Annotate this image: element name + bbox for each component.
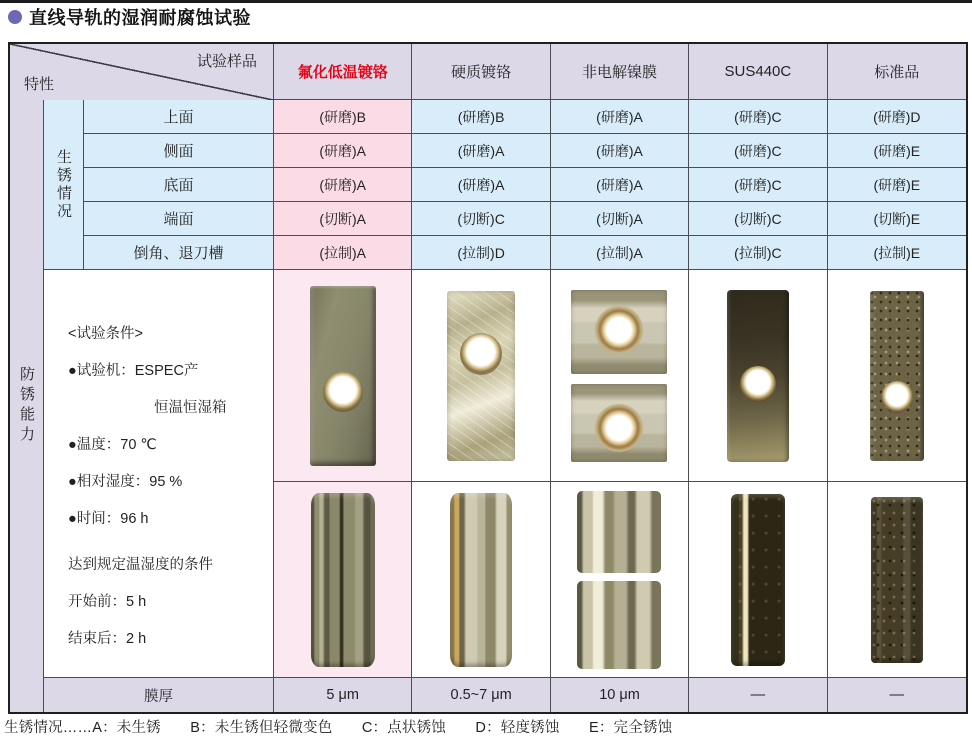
- row-label-end-face: 端面: [84, 202, 274, 236]
- rust-grade-legend: 生锈情况……A：未生锈 B：未生锈但轻微变色 C：点状锈蚀 D：轻度锈蚀 E：完全锈蚀: [4, 720, 673, 736]
- rust-value: (切断)A: [274, 202, 412, 236]
- page-title-bar: [0, 0, 972, 28]
- rust-value: (研磨)A: [551, 100, 689, 134]
- bullet-icon: [8, 10, 22, 24]
- specimen-plate-photo: [571, 384, 667, 462]
- row-label-top-face: 上面: [84, 100, 274, 134]
- rust-value: (研磨)A: [274, 134, 412, 168]
- specimen-rail-photo: [311, 493, 375, 667]
- column-header-electroless-nickel: 非电解镍膜: [551, 44, 689, 100]
- photo-cell-fluoride-plate: [274, 270, 412, 482]
- row-label-side-face: 侧面: [84, 134, 274, 168]
- rust-value: (切断)E: [828, 202, 966, 236]
- conditions-heading: <试验条件>: [68, 326, 143, 342]
- photo-cell-standard-rail: [828, 482, 966, 678]
- rust-value: (拉制)E: [828, 236, 966, 270]
- conditions-after: 结束后：2 h: [68, 631, 147, 647]
- rust-value: (研磨)E: [828, 168, 966, 202]
- row-label-bottom-face: 底面: [84, 168, 274, 202]
- column-header-hard-chrome: 硬质镀铬: [412, 44, 550, 100]
- photo-cell-hard-chrome-rail: [412, 482, 550, 678]
- corrosion-test-table: [8, 42, 968, 714]
- specimen-plate-photo: [571, 290, 667, 374]
- rust-value: (研磨)B: [274, 100, 412, 134]
- specimen-rail-photo: [577, 581, 661, 669]
- hole-detail: [740, 366, 776, 402]
- photo-cell-fluoride-rail: [274, 482, 412, 678]
- conditions-machine-2: 恒温恒湿箱: [154, 400, 227, 416]
- specimen-plate-photo: [447, 291, 515, 461]
- test-conditions-cell: [44, 270, 274, 678]
- column-header-fluoride-chrome: 氟化低温镀铬: [274, 44, 412, 100]
- rust-value: (研磨)A: [551, 168, 689, 202]
- conditions-time: ●时间：96 h: [68, 511, 149, 527]
- row-label-chamfer-groove: 倒角、退刀槽: [84, 236, 274, 270]
- column-header-standard: 标准品: [828, 44, 966, 100]
- rust-value: (研磨)D: [828, 100, 966, 134]
- rust-value: (研磨)B: [412, 100, 550, 134]
- specimen-plate-photo: [727, 290, 789, 462]
- conditions-humidity: ●相对湿度：95 %: [68, 474, 183, 490]
- film-thickness-value: —: [828, 678, 966, 712]
- rust-value: (切断)C: [689, 202, 827, 236]
- rust-value: (研磨)A: [412, 134, 550, 168]
- film-thickness-value: 10 μm: [551, 678, 689, 712]
- rust-value: (切断)A: [551, 202, 689, 236]
- group-label-rust-condition: 生锈情况: [44, 100, 84, 270]
- rust-value: (研磨)E: [828, 134, 966, 168]
- hole-detail: [595, 404, 643, 452]
- specimen-rail-pair: [577, 491, 661, 669]
- hole-detail: [595, 306, 643, 354]
- film-thickness-value: —: [689, 678, 827, 712]
- specimen-rail-photo: [731, 494, 785, 666]
- photo-cell-nickel-plate: [551, 270, 689, 482]
- specimen-plate-photo: [310, 286, 376, 466]
- rust-value: (拉制)C: [689, 236, 827, 270]
- rust-value: (切断)C: [412, 202, 550, 236]
- specimen-plate-pair: [571, 290, 667, 462]
- column-header-sus440c: SUS440C: [689, 44, 827, 100]
- photo-cell-sus440c-plate: [689, 270, 827, 482]
- specimen-rail-photo: [450, 493, 512, 667]
- corner-label-property: 特性: [24, 76, 55, 93]
- film-thickness-label: 膜厚: [44, 678, 274, 712]
- film-thickness-value: 5 μm: [274, 678, 412, 712]
- conditions-note: 达到规定温湿度的条件: [68, 557, 213, 573]
- corner-label-sample: 试验样品: [196, 53, 257, 70]
- conditions-temperature: ●温度：70 ℃: [68, 437, 157, 453]
- photo-cell-sus440c-rail: [689, 482, 827, 678]
- rust-value: (研磨)A: [551, 134, 689, 168]
- photo-cell-nickel-rail: [551, 482, 689, 678]
- side-label-rust-prevention: 防锈能力: [10, 100, 44, 712]
- photo-cell-hard-chrome-plate: [412, 270, 550, 482]
- specimen-rail-photo: [871, 497, 923, 663]
- hole-detail: [460, 333, 502, 375]
- rust-value: (研磨)A: [412, 168, 550, 202]
- specimen-rail-photo: [577, 491, 661, 573]
- rust-value: (研磨)C: [689, 134, 827, 168]
- specimen-plate-photo: [870, 291, 924, 461]
- rust-value: (研磨)A: [274, 168, 412, 202]
- photo-cell-standard-plate: [828, 270, 966, 482]
- conditions-before: 开始前：5 h: [68, 594, 147, 610]
- rust-value: (拉制)A: [274, 236, 412, 270]
- page-title: 直线导轨的湿润耐腐蚀试验: [29, 8, 251, 28]
- rust-value: (拉制)A: [551, 236, 689, 270]
- hole-detail: [323, 372, 363, 412]
- rust-value: (拉制)D: [412, 236, 550, 270]
- rust-value: (研磨)C: [689, 100, 827, 134]
- table-corner-cell: [10, 44, 274, 100]
- hole-detail: [881, 381, 913, 413]
- rust-value: (研磨)C: [689, 168, 827, 202]
- conditions-machine: ●试验机：ESPEC产: [68, 363, 199, 379]
- film-thickness-value: 0.5~7 μm: [412, 678, 550, 712]
